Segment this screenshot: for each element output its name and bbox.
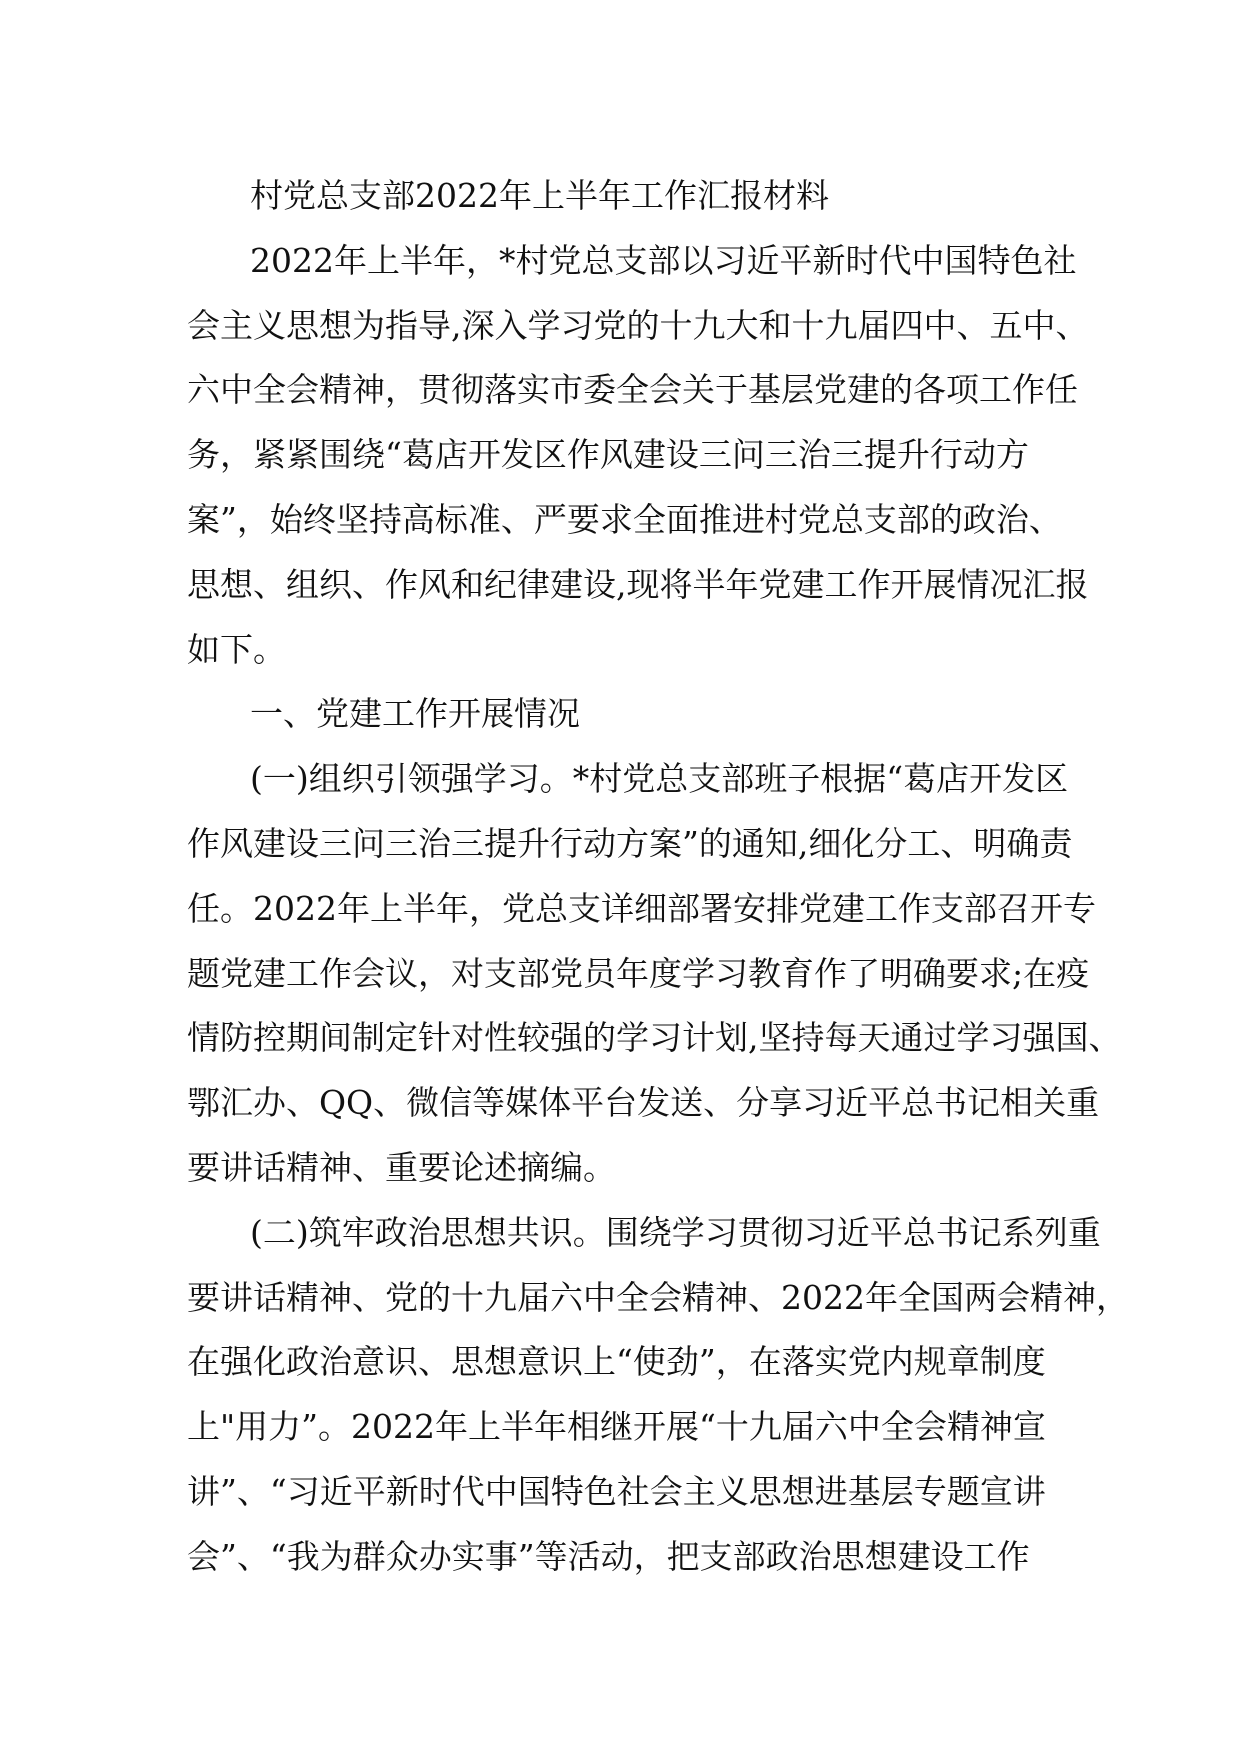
paragraph-line: 要讲话精神、党的十九届六中全会精神、2022年全国两会精神， [187, 1277, 1129, 1317]
paragraph-line: 如下。 [187, 629, 286, 669]
paragraph-line: 要讲话精神、重要论述摘编。 [187, 1147, 616, 1187]
paragraph-line: 上"用力”。2022年上半年相继开展“十九届六中全会精神宣 [187, 1407, 1046, 1447]
section-heading [187, 682, 1067, 747]
paragraph-line: 案”，始终坚持高标准、严要求全面推进村党总支部的政治、 [187, 499, 1062, 539]
paragraph-line: 情防控期间制定针对性较强的学习计划,坚持每天通过学习强国、 [187, 1018, 1122, 1058]
paragraph-line: 思想、组织、作风和纪律建设,现将半年党建工作开展情况汇报 [187, 564, 1089, 604]
paragraph-line: 在强化政治意识、思想意识上“使劲”，在落实党内规章制度 [187, 1342, 1046, 1382]
paragraph-line: 六中全会精神，贯彻落实市委全会关于基层党建的各项工作任 [187, 370, 1078, 410]
paragraph-line: 作风建设三问三治三提升行动方案”的通知,细化分工、明确责 [187, 823, 1073, 863]
document-body [187, 164, 1129, 1590]
paragraph-line: 会”、“我为群众办实事”等活动，把支部政治思想建设工作 [187, 1536, 1030, 1576]
paragraph-line: 题党建工作会议，对支部党员年度学习教育作了明确要求;在疫 [187, 953, 1090, 993]
paragraph-line: 会主义思想为指导,深入学习党的十九大和十九届四中、五中、 [187, 305, 1089, 345]
paragraph-line: (二)筑牢政治思想共识。围绕学习贯彻习近平总书记系列重 [250, 1212, 1101, 1252]
paragraph-line: 鄂汇办、QQ、微信等媒体平台发送、分享习近平总书记相关重 [187, 1083, 1100, 1123]
paragraph-item-1 [187, 747, 1122, 1201]
paragraph-line: (一)组织引领强学习。*村党总支部班子根据“葛店开发区 [250, 759, 1069, 799]
paragraph-line: 务，紧紧围绕“葛店开发区作风建设三问三治三提升行动方 [187, 435, 1029, 475]
paragraph-line: 任。2022年上半年，党总支详细部署安排党建工作支部召开专 [187, 888, 1096, 928]
paragraph-line: 讲”、“习近平新时代中国特色社会主义思想进基层专题宣讲 [187, 1471, 1046, 1511]
paragraph-item-2 [187, 1201, 1129, 1590]
paragraph-line: 2022年上半年，*村党总支部以习近平新时代中国特色社 [250, 240, 1077, 280]
paragraph-intro [187, 229, 1089, 683]
document-title: 村党总支部2022年上半年工作汇报材料 [250, 176, 829, 215]
section-heading-text: 一、党建工作开展情况 [250, 694, 580, 734]
